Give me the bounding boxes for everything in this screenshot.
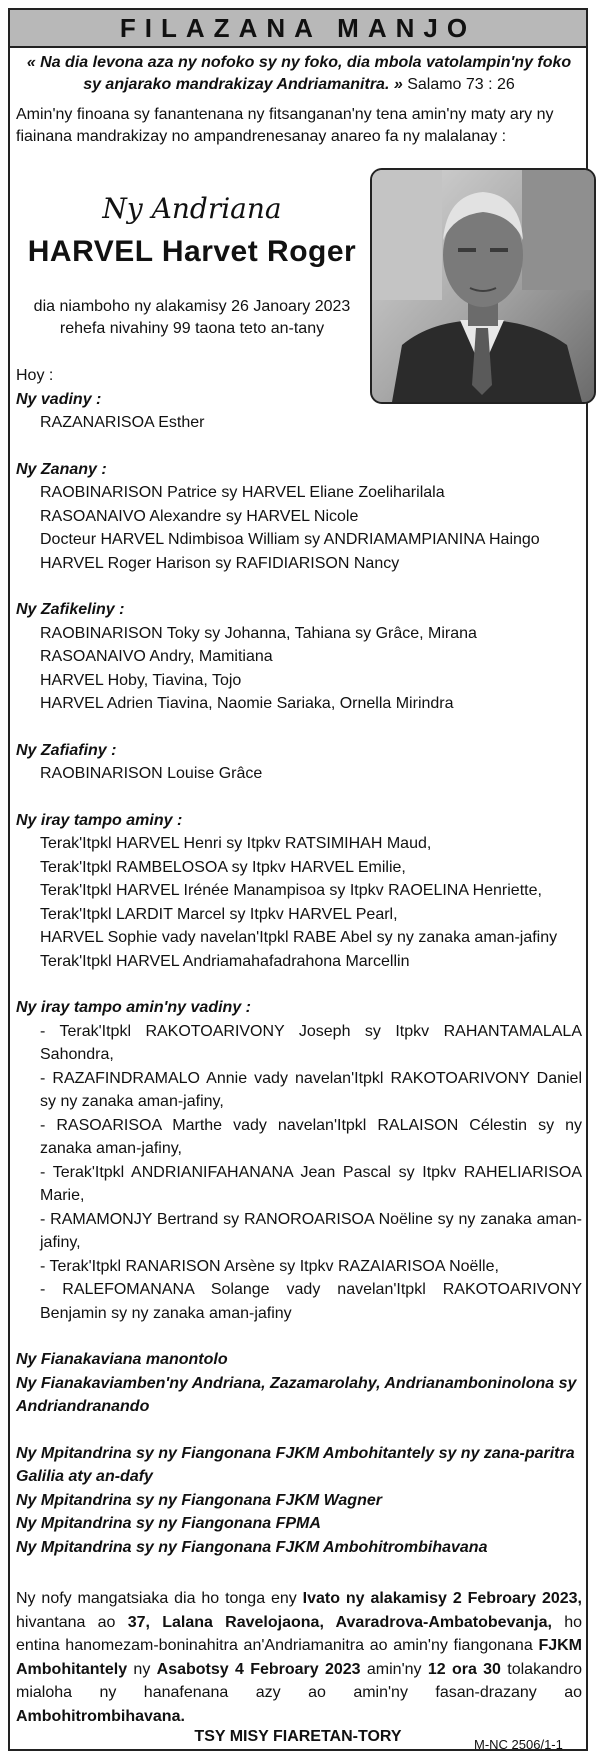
closing-bold: Asabotsy 4 Febroary 2023	[156, 1660, 361, 1678]
section-siblings	[16, 809, 582, 974]
funeral-details	[16, 1587, 582, 1728]
list-item: Terak'Itpkl LARDIT Marcel sy Itpkv HARVEL Pearl,	[40, 905, 398, 923]
closing-bold: 37, Lalana Ravelojaona, Avaradrova-Ambatobevanja,	[127, 1613, 552, 1631]
list-item: - Terak'Itpkl ANDRIANIFAHANANA Jean Pascal sy Itpkv RAHELIARISOA Marie,	[40, 1163, 582, 1204]
section-title: Ny Zafiafiny :	[16, 741, 117, 759]
church-line: Ny Mpitandrina sy ny Fiangonana FJKM Ambohitantely sy ny zana-paritra Galilia aty an-dafy	[16, 1444, 575, 1485]
closing-bold: Ivato ny alakamisy 2 Febroary 2023,	[302, 1590, 583, 1607]
closing-text: ho entina hanomezam-boninahitra an'Andriamanitra ao amin'ny fiangonana	[16, 1613, 582, 1654]
list-item: RAOBINARISON Toky sy Johanna, Tahiana sy Grâce, Mirana	[40, 624, 477, 642]
honorific: Ny Andriana	[102, 192, 282, 225]
section-title: Ny Zanany :	[16, 460, 107, 478]
closing-text: tolakandro mialoha ny hanafenana azy ao amin'ny fasan-drazany ao	[16, 1660, 582, 1701]
church-lines	[16, 1442, 582, 1560]
section-great-grandchildren	[16, 739, 582, 786]
list-item: - Terak'Itpkl RANARISON Arsène sy Itpkv RAZAIARISOA Noëlle,	[40, 1257, 499, 1275]
closing-text: ny	[127, 1660, 157, 1678]
list-item: RAZANARISOA Esther	[40, 414, 205, 431]
hoy-label: Hoy :	[16, 367, 54, 384]
verse-reference: Salamo 73 : 26	[407, 76, 515, 93]
section-grandchildren	[16, 598, 582, 716]
closing-bold: FJKM Ambohitantely	[16, 1637, 582, 1678]
list-item: RAOBINARISON Patrice sy HARVEL Eliane Zoeliharilala	[40, 484, 445, 501]
header-banner	[10, 10, 586, 48]
list-item: HARVEL Hoby, Tiavina, Tojo	[40, 671, 242, 689]
list-item: - RALEFOMANANA Solange vady navelan'Itpkl RAKOTOARIVONY Benjamin sy ny zanaka aman-jafiny	[40, 1281, 582, 1322]
section-title: Ny Zafikeliny :	[16, 601, 125, 618]
death-info	[16, 296, 368, 340]
no-vigil-notice: TSY MISY FIARETAN-TORY	[194, 1728, 402, 1745]
notice-code: M-NC 2506/1-1	[474, 1737, 563, 1752]
list-item: Docteur HARVEL Ndimbisoa William sy ANDRIAMAMPIANINA Haingo	[40, 531, 540, 548]
section-items	[16, 762, 582, 786]
family-list	[16, 364, 582, 1582]
list-item: RAOBINARISON Louise Grâce	[40, 765, 263, 782]
list-item: HARVEL Sophie vady navelan'Itpkl RABE Abel sy ny zanaka aman-jafiny	[40, 929, 558, 946]
closing-text: hivantana ao	[16, 1613, 128, 1631]
list-item: - RASOARISOA Marthe vady navelan'Itpkl RALAISON Célestin sy ny zanaka aman-jafiny,	[40, 1116, 582, 1157]
list-item: RASOANAIVO Alexandre sy HARVEL Nicole	[40, 507, 359, 525]
family-lines	[16, 1348, 582, 1419]
closing-text: amin'ny	[360, 1660, 428, 1678]
bible-verse	[16, 52, 582, 96]
section-children	[16, 458, 582, 576]
list-item: Terak'Itpkl HARVEL Andriamahafadrahona Marcellin	[40, 952, 410, 970]
intro-text: Amin'ny finoana sy fanantenana ny fitsanganan'ny tena amin'ny maty ary ny fiainana mandrakizay no ampandrenesanay anareo fa ny malalanay :	[16, 106, 554, 145]
list-item: RASOANAIVO Andry, Mamitiana	[40, 648, 273, 665]
closing-bold: 12 ora 30	[427, 1660, 501, 1678]
family-line: Ny Fianakaviamben'ny Andriana, Zazamarolahy, Andrianamboninolona sy Andriandranando	[16, 1374, 577, 1415]
church-line: Ny Mpitandrina sy ny Fiangonana FJKM Ambohitrombihavana	[16, 1538, 488, 1556]
list-item: Terak'Itpkl HARVEL Henri sy Itpkv RATSIMIHAH Maud,	[40, 835, 432, 852]
church-line: Ny Mpitandrina sy ny Fiangonana FPMA	[16, 1515, 321, 1532]
section-spouse-siblings	[16, 996, 582, 1325]
section-title: Ny vadiny :	[16, 390, 102, 408]
list-item: Terak'Itpkl HARVEL Irénée Manampisoa sy Itpkv RAOELINA Henriette,	[40, 882, 542, 899]
death-date-line: dia niamboho ny alakamisy 26 Janoary 2023	[33, 298, 351, 315]
section-items	[16, 411, 582, 435]
section-items	[16, 832, 582, 973]
header-title: FILAZANA MANJO	[119, 12, 477, 43]
obituary-frame	[8, 8, 588, 1751]
age-line: rehefa nivahiny 99 taona teto an-tany	[59, 320, 325, 337]
section-items	[16, 1020, 582, 1326]
section-title: Ny iray tampo amin'ny vadiny :	[16, 999, 251, 1016]
list-item: HARVEL Roger Harison sy RAFIDIARISON Nancy	[40, 554, 400, 572]
deceased-name: HARVEL Harvet Roger	[27, 235, 357, 268]
list-item: HARVEL Adrien Tiavina, Naomie Sariaka, Ornella Mirindra	[40, 695, 454, 712]
family-line: Ny Fianakaviana manontolo	[16, 1351, 228, 1368]
verse-quote: « Na dia levona aza ny nofoko sy ny foko, dia mbola vatolampin'ny foko sy anjarako mandrakizay Andriamanitra. »	[26, 54, 572, 93]
deceased-block	[16, 192, 368, 340]
list-item: - RAZAFINDRAMALO Annie vady navelan'Itpkl RAKOTOARIVONY Daniel sy ny zanaka aman-jafiny,	[40, 1069, 582, 1110]
list-item: - Terak'Itpkl RAKOTOARIVONY Joseph sy Itpkv RAHANTAMALALA Sahondra,	[40, 1022, 582, 1063]
church-line: Ny Mpitandrina sy ny Fiangonana FJKM Wagner	[16, 1491, 382, 1509]
list-item: - RAMAMONJY Bertrand sy RANOROARISOA Noëline sy ny zanaka aman-jafiny,	[40, 1210, 582, 1251]
section-title: Ny iray tampo aminy :	[16, 811, 183, 829]
closing-bold: Ambohitrombihavana.	[16, 1707, 185, 1725]
section-items	[16, 622, 582, 716]
list-item: Terak'Itpkl RAMBELOSOA sy Itpkv HARVEL Emilie,	[40, 858, 406, 876]
section-spouse	[16, 388, 582, 435]
closing-text: Ny nofy mangatsiaka dia ho tonga eny	[16, 1590, 303, 1607]
section-items	[16, 481, 582, 575]
